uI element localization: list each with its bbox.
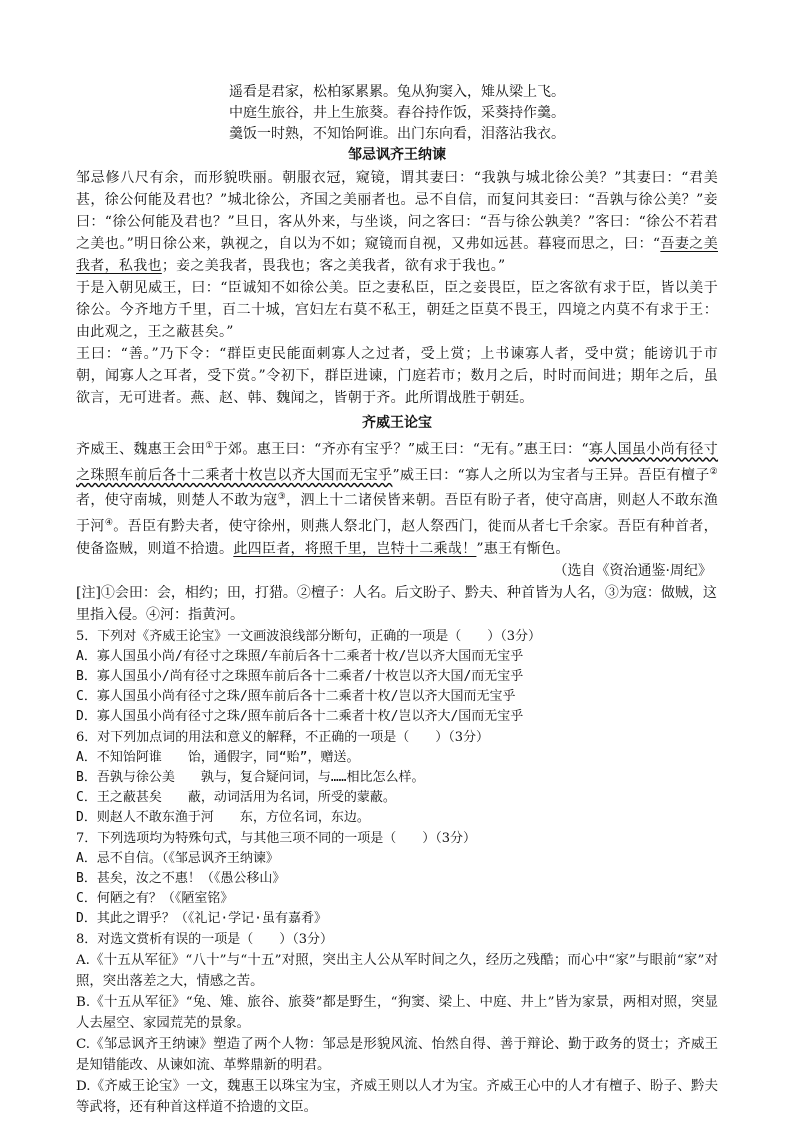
question-5-stem: 5．下列对《齐威王论宝》一文画波浪线部分断句，正确的一项是（ ）（3分）: [76, 628, 542, 644]
text2-paragraph: [76, 435, 718, 560]
question-6-option: C．王之蔽甚矣 蔽，动词活用为名词，所受的蒙蔽。: [76, 789, 396, 805]
wavy-underlined-sentence: 寡人国虽小尚有径寸之珠照车前后各十二乘者十枚岂以齐大国而无宝乎: [76, 441, 719, 484]
question-6-option: B．吾孰与徐公美 孰与，复合疑问词，与……相比怎么样。: [76, 769, 425, 785]
footnote-marker: ①: [205, 441, 214, 451]
text1-para1-text: 邹忌修八尺有余，而形貌昳丽。朝服衣冠，窥镜，谓其妻曰：“我孰与城北徐公美？”其妻曰：“君美甚，徐公何能及君也？”城北徐公，齐国之美丽者也。忌不自信，而复问其妾曰：“吾孰与徐公美？”妾曰：“徐公何能及君也？”旦日，客从外来，与坐谈，问之客曰：“吾与徐公孰美？”客曰：“徐公不若君之美也。”明日徐公来，孰视之，自以为不如；窥镜而自视，又弗如远甚。暮寝而思之，曰：“: [76, 170, 718, 252]
question-7-option: A．忌不自信。（《邹忌讽齐王纳谏》: [76, 850, 279, 866]
footnote-marker: ③: [277, 492, 287, 503]
question-8-stem: 8．对选文赏析有误的一项是（ ）（3分）: [76, 931, 334, 947]
question-6-stem: 6．对下列加点词的用法和意义的解释，不正确的一项是（ ）（3分）: [76, 729, 490, 745]
text2-part: ”威王曰：“寡人之所以为宝者与王异。吾臣有檀子: [392, 467, 710, 484]
question-8-option: D.《齐威王论宝》一文，魏惠王以珠宝为宝，齐威王则以人才为宝。齐威王心中的人才有檀子、盼子、黔夫等武将，还有种首这样道不拾遗的文臣。: [76, 1078, 718, 1115]
text2-title: 齐威王论宝: [362, 415, 432, 431]
question-5-option: A．寡人国虽小尚/有径寸之珠照/车前后各十二乘者十枚/岂以齐大国而无宝乎: [76, 648, 524, 664]
annotation-note: [注]①会田：会，相约；田，打猎。②檀子：人名。后文盼子、黔夫、种首皆为人名，③为寇：做贼，这里指入侵。④河：指黄河。: [76, 584, 717, 623]
question-6-option: A．不知饴阿谁 饴，通假字，同“贻”，赠送。: [76, 749, 360, 765]
poem-line: 中庭生旅谷，井上生旅葵。舂谷持作饭，采葵持作羹。: [229, 105, 565, 121]
question-5-option: B．寡人国虽小/尚有径寸之珠照车前后各十二乘者/十枚岂以齐大国/而无宝乎: [76, 668, 524, 684]
question-7-option: D．其此之谓乎？（《礼记·学记·虽有嘉肴》: [76, 910, 327, 926]
question-8-option: A.《十五从军征》“八十”与“十五”对照，突出主人公从军时间之久，经历之残酷；而心中“家”与眼前“家”对照，突出落差之大，情感之苦。: [76, 952, 718, 989]
poem-line: 遥看是君家，松柏冢累累。兔从狗窦入，雉从梁上飞。: [229, 84, 565, 100]
text2-part: ，泗上十二诸侯皆来朝。吾臣有盼子者，使守高唐，则赵人不敢东渔于河: [76, 492, 719, 535]
source-citation: （选自《资治通鉴·周纪》: [553, 562, 712, 579]
text1-paragraph-1: [76, 167, 718, 277]
text2-part: 。吾臣有黔夫者，使守徐州，则燕人祭北门，赵人祭西门，徙而从者七千余家。吾臣有种首者，使备盗贼，则道不拾遗。: [76, 518, 718, 557]
poem-line: 羹饭一时熟，不知饴阿谁。出门东向看，泪落沾我衣。: [229, 126, 565, 142]
question-5-option: D．寡人国虽小尚有径寸之珠/照车前后各十二乘者十枚/岂以齐大/国而无宝乎: [76, 708, 524, 724]
question-7-option: C．何陋之有？（《陋室铭》: [76, 890, 234, 906]
text2-part: ”惠王有惭色。: [476, 540, 570, 557]
question-8-option: B.《十五从军征》“兔、雉、旅谷、旅葵”都是野生，“狗窦、梁上、中庭、井上”皆为家景，两相对照，突显人去屋空、家园荒芜的景象。: [76, 994, 718, 1031]
question-7-option: B．甚矣，汝之不惠！（《愚公移山》: [76, 870, 286, 886]
question-5-option: C．寡人国虽小尚有径寸之珠/照车前后各十二乘者十枚/岂以齐大国而无宝乎: [76, 688, 516, 704]
text2-part: 者，使守南城，则楚人不敢为寇: [76, 492, 278, 509]
footnote-marker: ②: [709, 466, 718, 477]
underlined-sentence: 吾妻之美我者，私我也: [76, 236, 718, 274]
underlined-sentence: 此四臣者，将照千里，岂特十二乘哉！: [233, 540, 477, 557]
question-8-option: C.《邹忌讽齐王纳谏》塑造了两个人物：邹忌是形貌风流、怡然自得、善于辩论、勤于政务的贤士；齐威王是知错能改、从谏如流、革弊鼎新的明君。: [76, 1036, 718, 1073]
text1-paragraph-2: 于是入朝见威王，曰：“臣诚知不如徐公美。臣之妻私臣，臣之妾畏臣，臣之客欲有求于臣，皆以美于徐公。今齐地方千里，百二十城，宫妇左右莫不私王，朝廷之臣莫不畏王，四境之内莫不有求于王：由此观之，王之蔽甚矣。”: [76, 280, 718, 340]
text1-para1-end: ；妾之美我者，畏我也；客之美我者，欲有求于我也。”: [161, 258, 506, 274]
text1-paragraph-3: 王曰：“善。”乃下令：“群臣吏民能面刺寡人之过者，受上赏；上书谏寡人者，受中赏；能谤讥于市朝，闻寡人之耳者，受下赏。”令初下，群臣进谏，门庭若市；数月之后，时时而间进；期年之后，虽欲言，无可进者。燕、赵、韩、魏闻之，皆朝于齐。此所谓战胜于朝廷。: [76, 346, 718, 406]
text2-part: 齐威王、魏惠王会田: [76, 441, 206, 458]
text1-title: 邹忌讽齐王纳谏: [348, 147, 446, 163]
poem-block: [0, 82, 794, 145]
question-6-option: D．则赵人不敢东渔于河 东，方位名词，东边。: [76, 809, 370, 825]
footnote-marker: ④: [104, 517, 114, 528]
question-7-stem: 7．下列选项均为特殊句式，与其他三项不同的一项是（ ）（3分）: [76, 830, 477, 846]
text2-part: 于郊。惠王曰：“齐亦有宝乎？”威王曰：“无有。”惠王曰：“: [213, 441, 589, 458]
